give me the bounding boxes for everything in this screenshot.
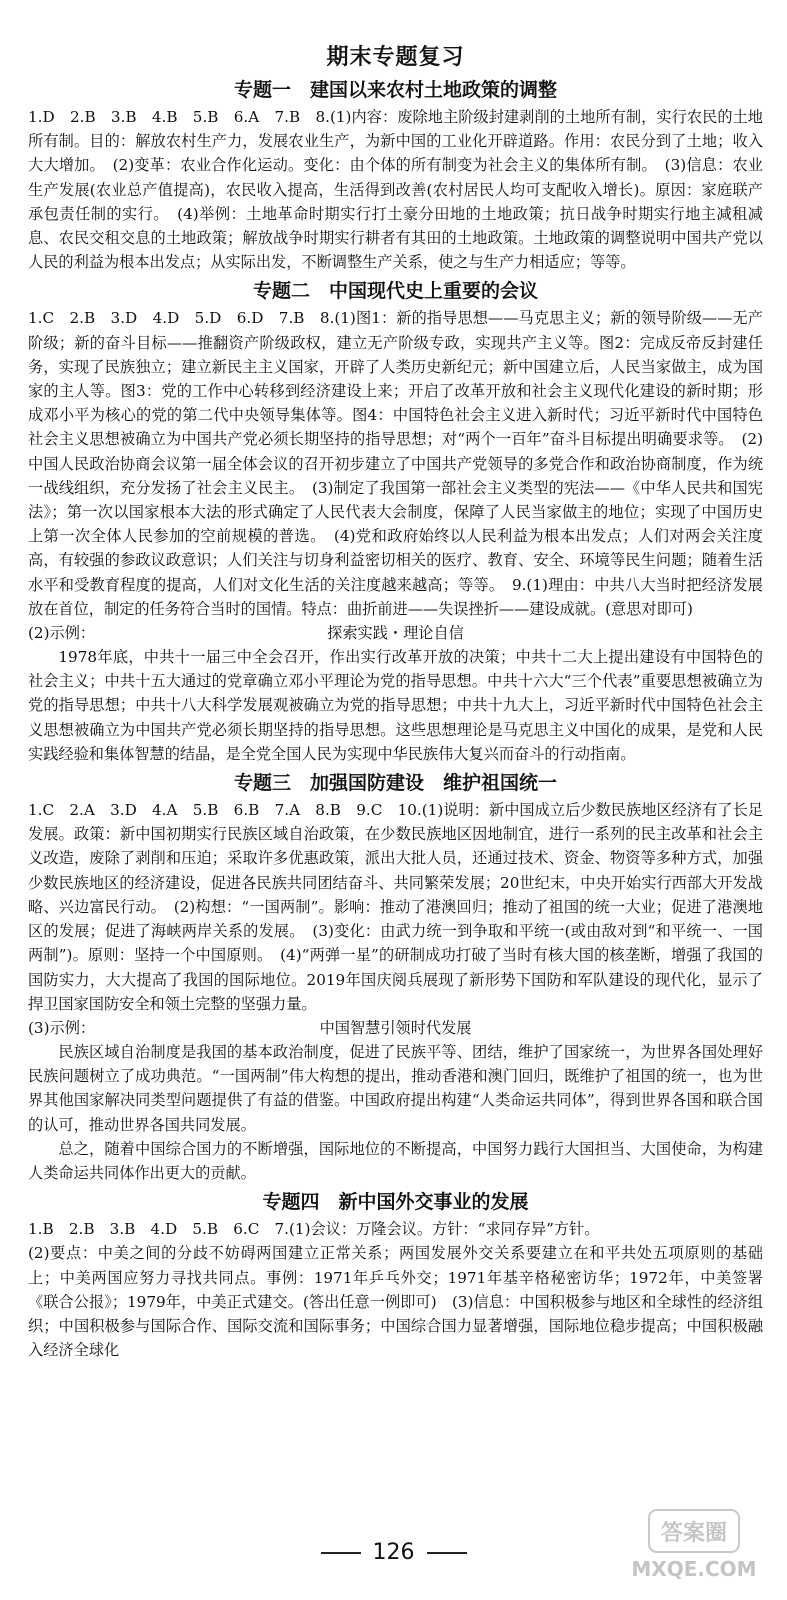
essay-header (28, 621, 763, 645)
essay-title: 中国智慧引领时代发展 (319, 1018, 472, 1037)
answer-paragraph: 1.D 2.B 3.B 4.B 5.B 6.A 7.B 8.(1)内容：废除地主阶级封建剥削的土地所有制，实行农民的土地所有制。目的：解放农村生产力，发展农业生产，为新中国的工业化开辟道路。作用：农民分到了土地；收入大大增加。 (2)变革：农业合作化运动。变化：由个体的所有制变为社会主义的集体所有制。 (3)信息：农业生产发展(农业总产值提高)，农民收入提高，生活得到改善(农村居民人均可支配收入增长)。原因：家庭联产承包责任制的实行。 (4)举例：土地革命时期实行打土豪分田地的土地政策；抗日战争时期实行地主减租减息、农民交租交息的土地政策；解放战争时期实行耕者有其田的土地政策。土地政策的调整说明中国共产党以人民的利益为根本出发点；从实际出发，不断调整生产关系，使之与生产力相适应；等等。 (28, 108, 763, 272)
essay-paragraph: 1978年底，中共十一届三中全会召开，作出实行改革开放的决策；中共十二大上提出建设有中国特色的社会主义；中共十五大通过的党章确立邓小平理论为党的指导思想。中共十六大“三个代表”重要思想被确立为党的指导思想；中共十八大科学发展观被确立为党的指导思想；中共十九大上，习近平新时代中国特色社会主义思想被确立为中国共产党必须长期坚持的指导思想。这些思想理论是马克思主义中国化的成果，是党和人民实践经验和集体智慧的结晶，是全党全国人民为实现中华民族伟大复兴而奋斗的行动指南。 (28, 648, 763, 763)
watermark-logo (619, 1506, 769, 1586)
essay-paragraph: 民族区域自治制度是我国的基本政治制度，促进了民族平等、团结，维护了国家统一，为世界各国处理好民族问题树立了成功典范。“一国两制”伟大构想的提出，推动香港和澳门回归，既维护了祖国的统一，也为世界其他国家解决同类型问题提供了有益的借鉴。中国政府提出构建“人类命运共同体”，得到世界各国和联合国的认可，推动世界各国共同发展。 (28, 1042, 763, 1134)
answer-paragraph: 1.C 2.A 3.D 4.A 5.B 6.B 7.A 8.B 9.C 10.(1)说明：新中国成立后少数民族地区经济有了长足发展。政策：新中国初期实行民族区域自治政策，在少数民族地区因地制宜，进行一系列的民主改革和社会主义改造，废除了剥削和压迫；采取许多优惠政策，派出大批人员，还通过技术、资金、物资等多种方式，加强少数民族地区的经济建设，促进各民族共同团结奋斗、共同繁荣发展；20世纪末，中央开始实行西部大开发战略、兴边富民行动。 (2)构想：“一国两制”。影响：推动了港澳回归；推动了祖国的统一大业；促进了港澳地区的发展；促进了海峡两岸关系的发展。 (3)变化：由武力统一到争取和平统一(或由敌对到“和平统一、一国两制”)。原则：坚持一个中国原则。 (4)“两弹一星”的研制成功打破了当时有核大国的核垄断，增强了我国的国防实力，大大提高了我国的国际地位。2019年国庆阅兵展现了新形势下国防和军队建设的现代化，显示了捍卫国家国防安全和领土完整的坚强力量。 (28, 801, 763, 1013)
section-heading: 专题四 新中国外交事业的发展 (262, 1191, 529, 1214)
essay-label: (3)示例： (28, 1018, 96, 1037)
essay-label: (2)示例： (28, 624, 96, 643)
watermark-text-main: 答案圈 (660, 1521, 728, 1546)
page-number-text: 126 (372, 1540, 415, 1565)
answer-paragraph: 1.C 2.B 3.D 4.D 5.D 6.D 7.B 8.(1)图1：新的指导思想——马克思主义；新的领导阶级——无产阶级；新的奋斗目标——推翻资产阶级政权，建立无产阶级专政，实现共产主义等。图2：完成反帝反封建任务，实现了民族独立；建立新民主主义国家，开辟了人类历史新纪元；新中国建立后，人民当家做主，成为国家的主人等。图3：党的工作中心转移到经济建设上来；开启了改革开放和社会主义现代化建设的新时期；形成邓小平为核心的党的第二代中央领导集体等。图4：中国特色社会主义进入新时代；习近平新时代中国特色社会主义思想被确立为中国共产党必须长期坚持的指导思想；对“两个一百年”奋斗目标提出明确要求等。 (2)中国人民政治协商会议第一届全体会议的召开初步建立了中国共产党领导的多党合作和政治协商制度，作为统一战线组织，充分发扬了社会主义民主。 (3)制定了我国第一部社会主义类型的宪法——《中华人民共和国宪法》；第一次以国家根本大法的形式确定了人民代表大会制度，保障了人民当家做主的地位；实现了中国历史上第一次全体人民参加的空前规模的普选。 (4)党和政府始终以人民利益为根本出发点；人们对两会关注度高，有较强的参政议政意识；人们关注与切身利益密切相关的医疗、教育、安全、环境等民生问题；随着生活水平和受教育程度的提高，人们对文化生活的关注度越来越高；等等。 9.(1)理由：中共八大当时把经济发展放在首位，制定的任务符合当时的国情。特点：曲折前进——失误挫折——建设成就。(意思对即可) (28, 309, 763, 618)
section-heading: 专题三 加强国防建设 维护祖国统一 (233, 772, 557, 795)
page-title: 期末专题复习 (326, 45, 465, 70)
dash-right (427, 1552, 467, 1554)
essay-header (28, 1016, 763, 1040)
answer-paragraph: 1.B 2.B 3.B 4.D 5.B 6.C 7.(1)会议：万隆会议。方针：“求同存异”方针。 (28, 1220, 600, 1239)
page-content (28, 40, 763, 1362)
essay-paragraph: 总之，随着中国综合国力的不断增强，国际地位的不断提高，中国努力践行大国担当、大国使命，为构建人类命运共同体作出更大的贡献。 (28, 1139, 763, 1182)
section-heading: 专题一 建国以来农村土地政策的调整 (233, 79, 557, 101)
watermark-graphic (619, 1506, 769, 1586)
answer-paragraph: (2)要点：中美之间的分歧不妨碍两国建立正常关系；两国发展外交关系要建立在和平共处五项原则的基础上；中美两国应努力寻找共同点。事例：1971年乒乓外交；1971年基辛格秘密访华；1972年，中美签署《联合公报》；1979年，中美正式建交。(答出任意一例即可) (3)信息：中国积极参与地区和全球性的经济组织；中国积极参与国际合作、国际交流和国际事务；中国综合国力显著增强，国际地位稳步提高；中国积极融入经济全球化 (28, 1244, 763, 1360)
watermark-text-url: MXQE.COM (631, 1557, 757, 1581)
essay-title: 探索实践・理论自信 (327, 624, 464, 643)
section-heading: 专题二 中国现代史上重要的会议 (252, 280, 538, 303)
dash-left (321, 1552, 361, 1554)
